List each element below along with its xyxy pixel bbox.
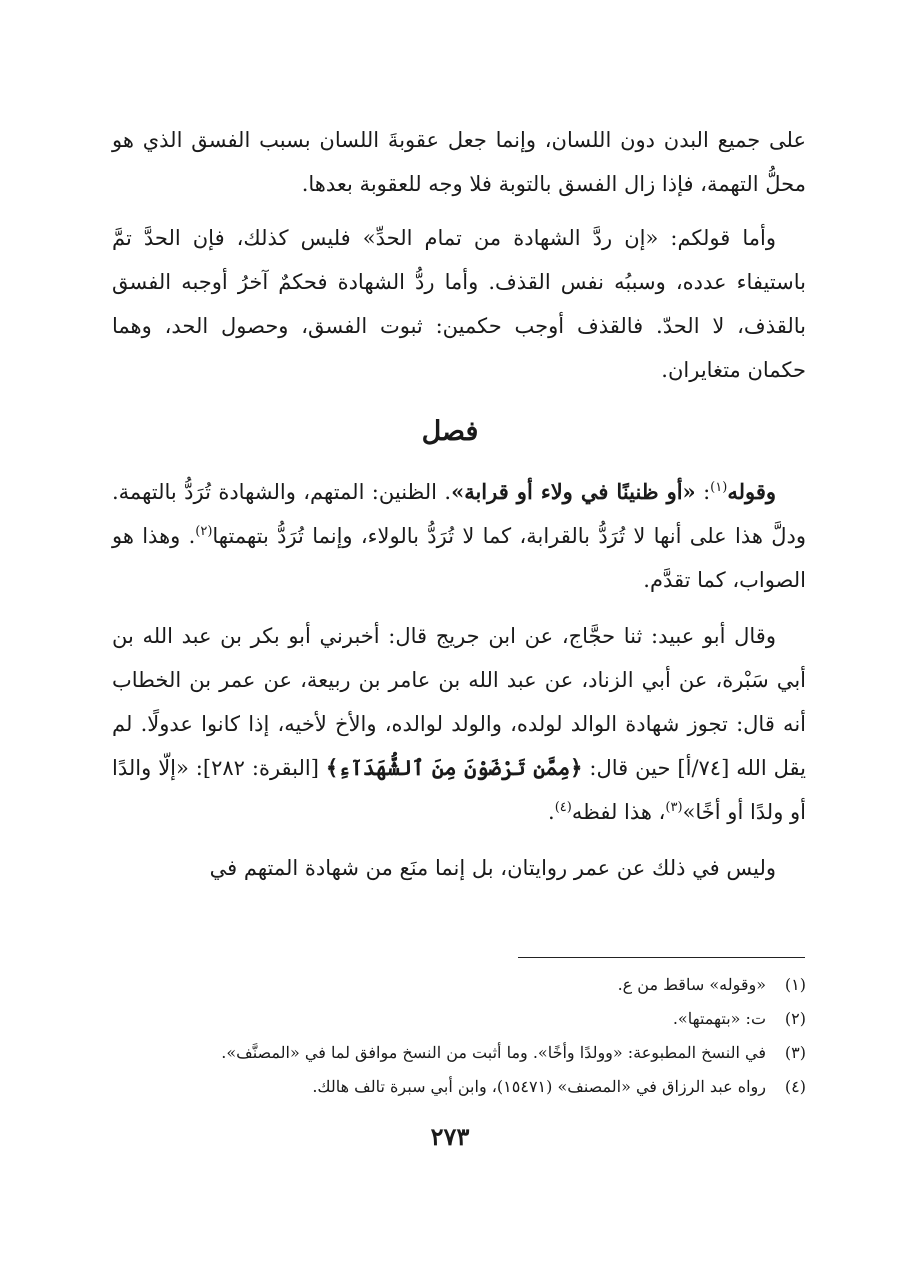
footnote-item bbox=[112, 1070, 806, 1104]
footnote-number: (٢) bbox=[784, 1009, 806, 1028]
paragraph-3 bbox=[112, 470, 806, 602]
body-text-top bbox=[112, 118, 806, 392]
quoted-text: «أو ظنينًا في ولاء أو قرابة» bbox=[451, 479, 696, 504]
footnote-ref-3: (٣) bbox=[665, 800, 683, 815]
paragraph-4 bbox=[112, 614, 806, 834]
footnote-item bbox=[112, 1002, 806, 1036]
paragraph-5: وليس في ذلك عن عمر روايتان، بل إنما منَع من شهادة المتهم في bbox=[209, 856, 776, 880]
paragraph-3-tail: . وهذا هو الصواب، كما تقدَّم. bbox=[112, 524, 806, 592]
footnote-ref-1: (١) bbox=[710, 480, 728, 495]
footnote-number: (٣) bbox=[784, 1043, 806, 1062]
footnote-number: (١) bbox=[784, 975, 806, 994]
footnote-text: رواه عبد الرزاق في «المصنف» (١٥٤٧١)، وابن أبي سبرة تالف هالك. bbox=[312, 1077, 766, 1096]
section-title: فصل bbox=[421, 416, 479, 447]
paragraph-3-rest: . الظنين: المتهم، والشهادة تُرَدُّ بالتهمة. ودلَّ هذا على أنها لا تُرَدُّ بالقرابة، كما لا تُرَدُّ بالولاء، وإنما تُرَدُّ بتهمتها bbox=[112, 480, 806, 548]
paragraph-1: على جميع البدن دون اللسان، وإنما جعل عقوبةَ اللسان بسبب الفسق الذي هو محلُّ التهمة، فإذا زال الفسق بالتوبة فلا وجه للعقوبة بعدها. bbox=[112, 128, 806, 196]
footnote-text: ت: «بتهمتها». bbox=[672, 1009, 766, 1028]
quran-verse: ﴿مِمَّن تَرْضَوْنَ مِنَ ٱلشُّهَدَآءِ﴾ bbox=[325, 755, 583, 780]
colon: : bbox=[695, 480, 711, 504]
footnote-item bbox=[112, 1036, 806, 1070]
paragraph-4-text: وقال أبو عبيد: ثنا حجَّاج، عن ابن جريج قال: أخبرني أبو بكر بن عبد الله بن أبي سَبْرة، عن أبي الزناد، عن عبد الله بن عامر بن ربيعة، عن عمر بن الخطاب أنه قال: تجوز شهادة الوالد لولده، والولد لوالده، والأخ لأخيه، إذا كانوا عدولًا. لم يقل الله [٧٤/أ] حين قال: bbox=[112, 624, 806, 780]
footnote-divider bbox=[518, 957, 805, 958]
body-text-bottom bbox=[112, 470, 806, 890]
lead-word: وقوله bbox=[727, 479, 776, 504]
page-number: ٢٧٣ bbox=[430, 1122, 470, 1151]
footnote-text: «وقوله» ساقط من ع. bbox=[617, 975, 766, 994]
paragraph-4-mid: ، هذا لفظه bbox=[571, 800, 666, 824]
footnote-ref-4: (٤) bbox=[554, 800, 572, 815]
paragraph-4-end: . bbox=[548, 800, 555, 824]
quran-citation: [البقرة: ٢٨٢]: «إلّا والدًا أو ولدًا أو أخًا» bbox=[112, 756, 806, 824]
footnote-item bbox=[112, 968, 806, 1002]
paragraph-2: وأما قولكم: «إن ردَّ الشهادة من تمام الحدِّ» فليس كذلك، فإن الحدَّ تمَّ باستيفاء عدده، وسببُه نفس القذف. وأما ردُّ الشهادة فحكمٌ آخرُ أوجبه الفسق بالقذف، لا الحدّ. فالقذف أوجب حكمين: ثبوت الفسق، وحصول الحد، وهما حكمان متغايران. bbox=[112, 226, 806, 382]
footnote-number: (٤) bbox=[784, 1077, 806, 1096]
footnote-text: في النسخ المطبوعة: «وولدًا وأخًا». وما أثبت من النسخ موافق لما في «المصنَّف». bbox=[221, 1043, 766, 1062]
footnote-ref-2: (٢) bbox=[195, 524, 213, 539]
footnotes bbox=[112, 968, 806, 1104]
